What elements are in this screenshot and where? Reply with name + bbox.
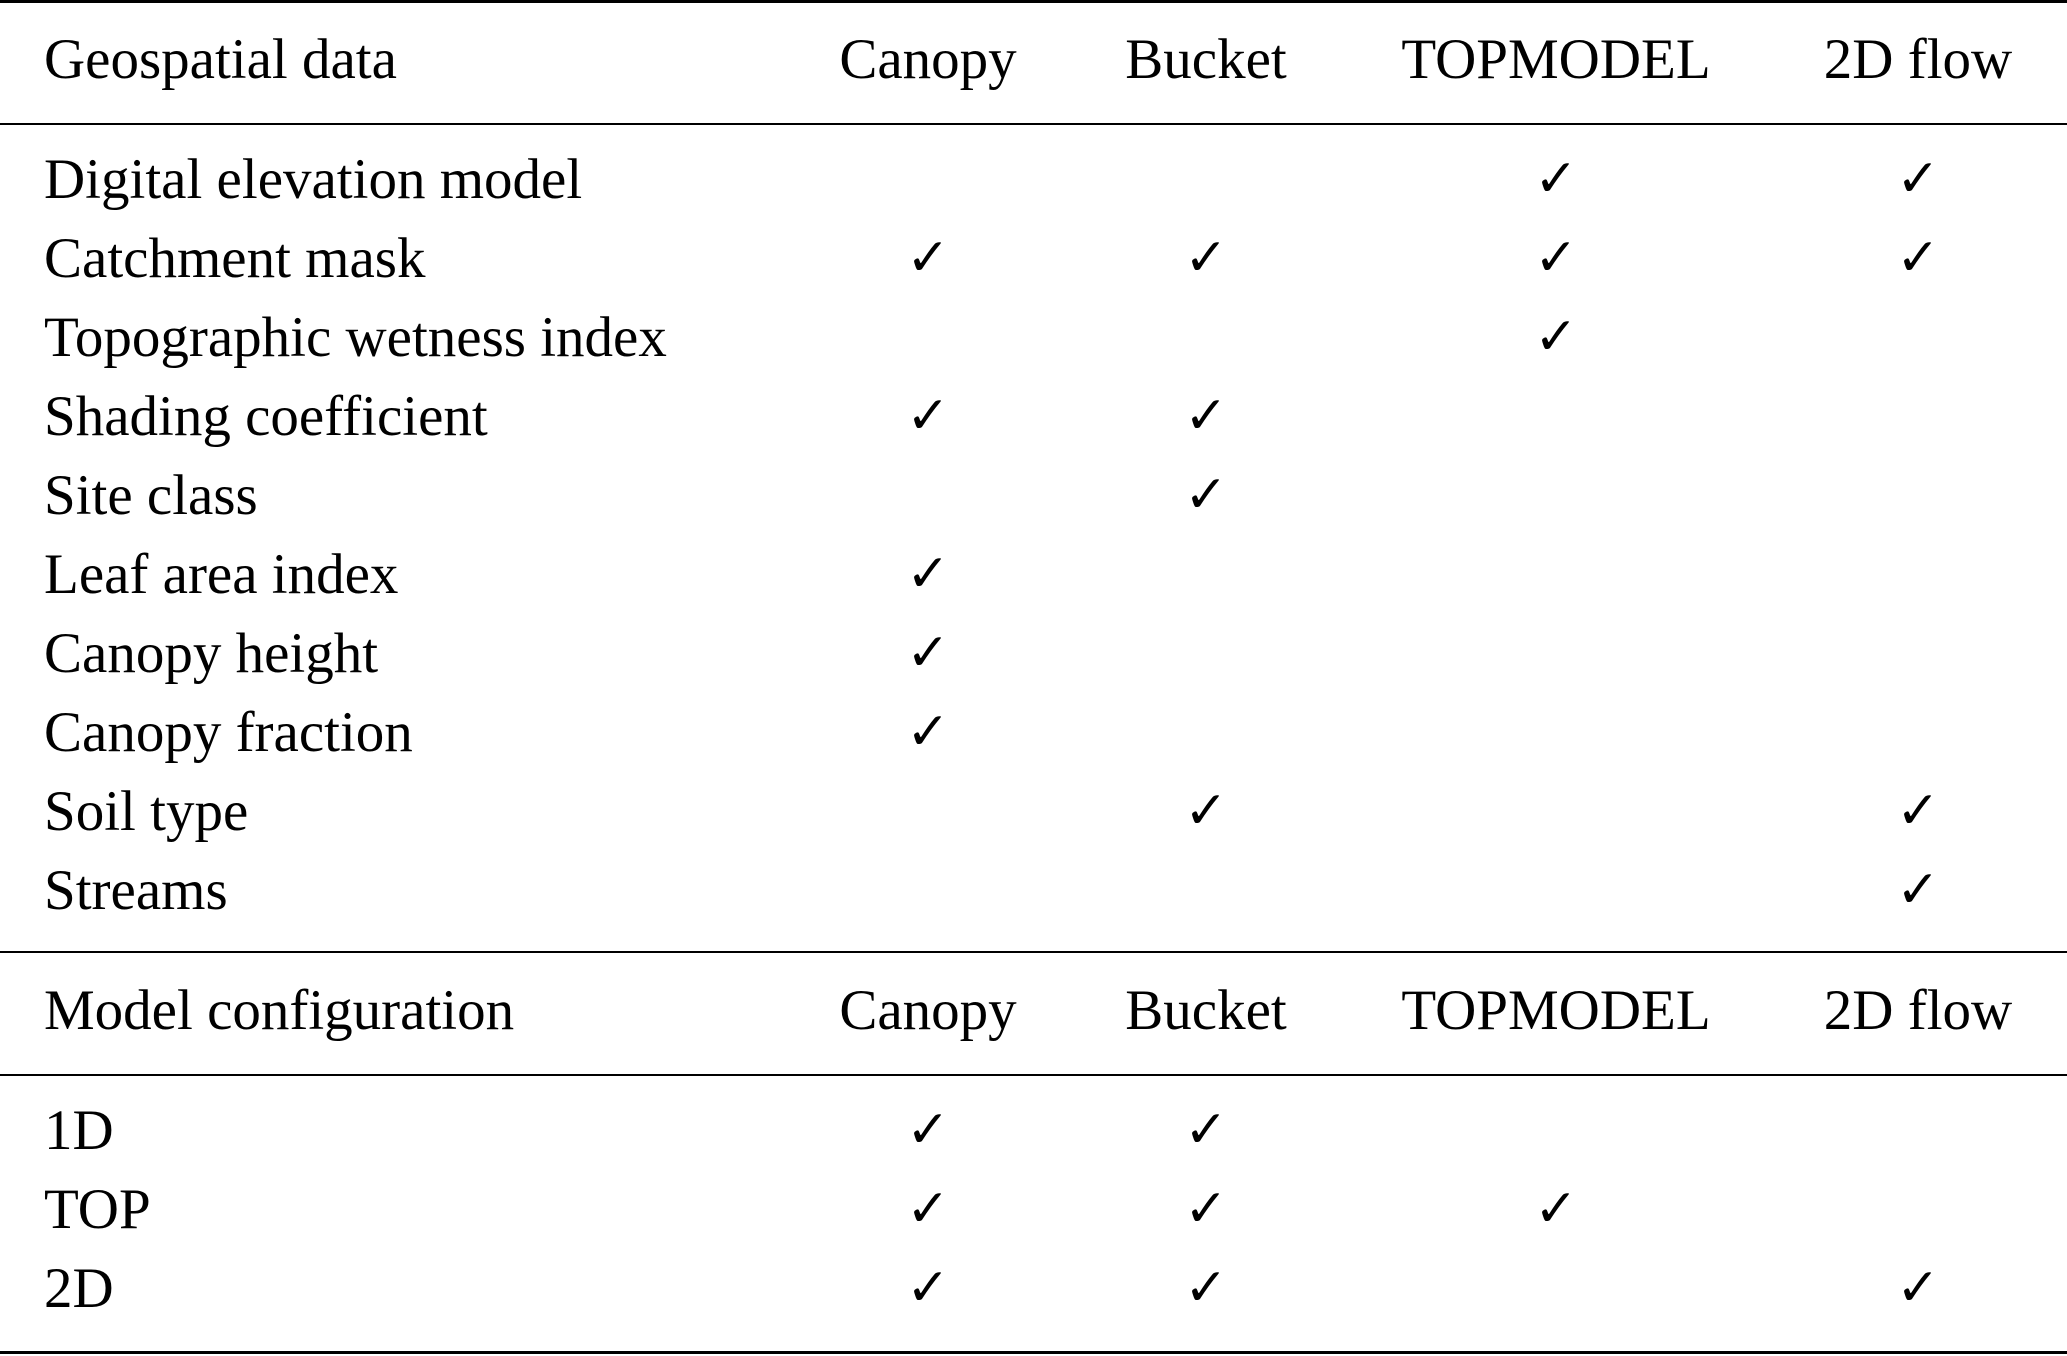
header-rule (0, 1074, 2067, 1076)
row-label: Digital elevation model (44, 148, 583, 211)
section-header-model-configuration (0, 971, 2067, 1050)
column-header-topmodel: TOPMODEL (1401, 979, 1711, 1042)
column-header-bucket: Bucket (1125, 979, 1287, 1042)
table-row (0, 614, 2067, 693)
check-mark: ✓ (906, 544, 950, 604)
check-mark: ✓ (1896, 1258, 1940, 1318)
check-mark: ✓ (1896, 228, 1940, 288)
check-mark: ✓ (1896, 860, 1940, 920)
column-header-topmodel: TOPMODEL (1401, 28, 1711, 91)
check-mark: ✓ (906, 228, 950, 288)
check-mark: ✓ (1534, 149, 1578, 209)
check-mark: ✓ (906, 1179, 950, 1239)
table-row (0, 1091, 2067, 1170)
table-row (0, 377, 2067, 456)
row-label: Soil type (44, 780, 249, 843)
row-label: Canopy height (44, 622, 379, 685)
check-mark: ✓ (1184, 1258, 1228, 1318)
check-mark: ✓ (906, 386, 950, 446)
top-rule (0, 0, 2067, 3)
table-row (0, 298, 2067, 377)
row-label: Shading coefficient (44, 385, 488, 448)
check-mark: ✓ (1896, 149, 1940, 209)
header-rule (0, 123, 2067, 125)
row-label: 1D (44, 1099, 114, 1162)
table-row (0, 535, 2067, 614)
check-mark: ✓ (1184, 386, 1228, 446)
column-header-2d-flow: 2D flow (1823, 28, 2013, 91)
table-row (0, 140, 2067, 219)
section-header-geospatial (0, 20, 2067, 99)
row-label: Site class (44, 464, 258, 527)
check-mark: ✓ (1534, 1179, 1578, 1239)
table-row (0, 693, 2067, 772)
table-row (0, 1170, 2067, 1249)
table-row (0, 851, 2067, 930)
column-header-2d-flow: 2D flow (1823, 979, 2013, 1042)
column-header-bucket: Bucket (1125, 28, 1287, 91)
check-mark: ✓ (1184, 1179, 1228, 1239)
table-row (0, 1249, 2067, 1328)
check-mark: ✓ (1896, 781, 1940, 841)
column-header-canopy: Canopy (839, 979, 1017, 1042)
row-label: Streams (44, 859, 228, 922)
column-header-canopy: Canopy (839, 28, 1017, 91)
section-title: Model configuration (44, 979, 515, 1042)
section-title: Geospatial data (44, 28, 397, 91)
row-label: Catchment mask (44, 227, 426, 290)
row-label: TOP (44, 1178, 151, 1241)
check-mark: ✓ (1184, 1100, 1228, 1160)
section-rule (0, 951, 2067, 953)
check-mark: ✓ (1184, 228, 1228, 288)
row-label: Topographic wetness index (44, 306, 667, 369)
check-mark: ✓ (906, 1258, 950, 1318)
check-mark: ✓ (906, 1100, 950, 1160)
check-mark: ✓ (906, 623, 950, 683)
row-label: 2D (44, 1257, 114, 1320)
table-row (0, 772, 2067, 851)
check-mark: ✓ (906, 702, 950, 762)
check-mark: ✓ (1534, 307, 1578, 367)
check-mark: ✓ (1184, 781, 1228, 841)
check-mark: ✓ (1184, 465, 1228, 525)
table-row (0, 219, 2067, 298)
row-label: Canopy fraction (44, 701, 413, 764)
row-label: Leaf area index (44, 543, 399, 606)
check-mark: ✓ (1534, 228, 1578, 288)
table-row (0, 456, 2067, 535)
bottom-rule (0, 1351, 2067, 1354)
